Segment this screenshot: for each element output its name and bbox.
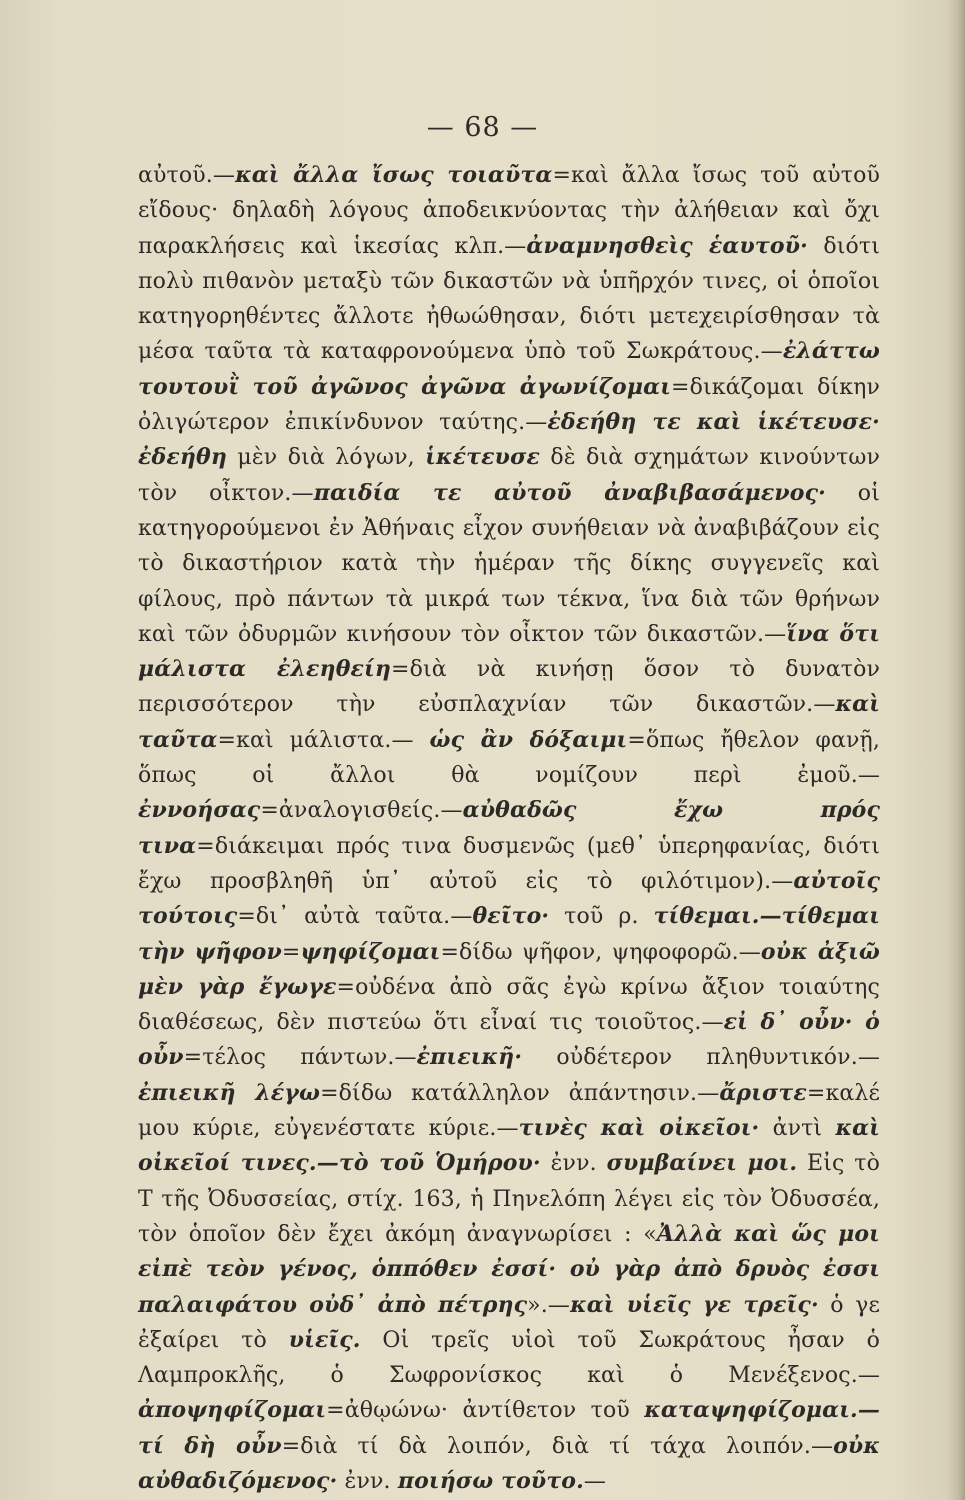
lemma-text: τίθεμαι.—τίθεμαι τὴν ψῆφον: [138, 903, 880, 965]
commentary-segment: =ἀναλογισθείς.—: [260, 798, 463, 824]
lemma-text: καὶ οἰκεῖοί τινες.—τὸ τοῦ Ὁμήρου·: [138, 1115, 880, 1177]
lemma-text: οὐκ αὐθαδιζόμενος·: [138, 1432, 880, 1494]
lemma-text: Ἀλλὰ καὶ ὥς μοι εἰπὲ τεὸν γένος, ὁππόθεν ἐσσί· οὐ γὰρ ἀπὸ δρυὸς ἐσσι παλαιφάτου οὐδ᾽ ἀπὸ πέτρης: [138, 1220, 880, 1318]
lemma-text: ἱκέτευσε: [425, 444, 540, 471]
lemma-text: καταψηφίζομαι.—τί δὴ οὖν: [138, 1397, 880, 1459]
commentary-segment: —: [583, 1468, 607, 1494]
lemma-text: αὐθαδῶς ἔχω πρός τινα: [138, 797, 880, 859]
commentary-segment: =τέλος πάντων.—: [183, 1045, 417, 1071]
commentary-segment: =ὅπως ἤθελον φανῇ, ὅπως οἱ ἄλλοι θὰ νομίζουν περὶ ἐμοῦ.—: [138, 727, 880, 789]
commentary-segment: ἐνν.: [337, 1468, 398, 1494]
lemma-text: ἄριστε: [719, 1079, 807, 1106]
commentary-segment: οὐδέτερον πληθυντικόν.—: [522, 1045, 880, 1071]
commentary-segment: μὲν διὰ λόγων,: [227, 445, 426, 471]
lemma-text: καὶ ἄλλα ἴσως τοιαῦτα: [235, 162, 553, 188]
lemma-text: ἀποψηφίζομαι: [138, 1397, 327, 1424]
lemma-text: ἐπιεικῆ λέγω: [138, 1079, 321, 1106]
lemma-text: θεῖτο·: [472, 903, 550, 930]
page-number: — 68 —: [426, 112, 539, 143]
lemma-text: ὡς ἂν δόξαιμι: [429, 726, 628, 753]
commentary-segment: =δίδω κατάλληλον ἀπάντησιν.—: [320, 1080, 720, 1106]
commentary-segment: ».—: [527, 1292, 571, 1318]
commentary-segment: δὲ διὰ σχημάτων κινούντων τὸν οἶκτον.—: [138, 445, 880, 506]
lemma-text: παιδία τε αὐτοῦ ἀναβιβασάμενος·: [313, 479, 826, 506]
lemma-text: ποιήσω τοῦτο.: [397, 1467, 584, 1494]
lemma-text: ἐννοήσας: [138, 797, 261, 824]
lemma-text: ἵνα ὅτι μάλιστα ἐλεηθείη: [138, 620, 881, 683]
lemma-text: συμβαίνει μοι.: [606, 1150, 798, 1177]
lemma-text: ἐλάττω τουτουῒ τοῦ ἀγῶνος ἀγῶνα ἀγωνίζομαι: [138, 338, 880, 400]
lemma-text: ἀναμνησθεὶς ἑαυτοῦ·: [526, 232, 808, 259]
lemma-text: ψηφίζομαι: [300, 938, 441, 965]
commentary-segment: τοῦ ρ.: [549, 904, 654, 930]
commentary-segment: οἱ κατηγορούμενοι ἐν Ἀθήναις εἶχον συνήθειαν νὰ ἀναβιβάζουν εἰς τὸ δικαστήριον κατὰ τὴν ἡμέραν τῆς δίκης συγγενεῖς καὶ φίλους, πρὸ πάντων τὰ μικρά των τέκνα, ἵνα διὰ τῶν θρήνων καὶ τῶν ὀδυρμῶν κινήσουν τὸν οἶκτον τῶν δικαστῶν.—: [138, 480, 880, 647]
commentary-segment: =δικάζομαι δίκην ὀλιγώτερον ἐπικίνδυνον ταύτης.—: [138, 374, 881, 436]
commentary-segment: αὐτοῦ.—: [138, 163, 236, 188]
commentary-segment: Οἱ τρεῖς υἱοὶ τοῦ Σωκράτους ἦσαν ὁ Λαμπροκλῆς, ὁ Σωφρονίσκος καὶ ὁ Μενέξενος.—: [138, 1327, 881, 1389]
commentary-segment: ὁ γε ἐξαίρει τὸ: [138, 1292, 880, 1353]
commentary-segment: =διὰ νὰ κινήσῃ ὅσον τὸ δυνατὸν περισσότερον τὴν εὐσπλαχνίαν τῶν δικαστῶν.—: [138, 657, 880, 718]
lemma-text: αὐτοῖς τούτοις: [138, 867, 880, 930]
commentary-segment: =καὶ ἄλλα ἴσως τοῦ αὐτοῦ εἴδους· δηλαδὴ λόγους ἀποδεικνύοντας τὴν ἀλήθειαν καὶ ὄχι παρακλήσεις καὶ ἱκεσίας κλπ.—: [138, 163, 880, 259]
commentary-segment: =διάκειμαι πρός τινα δυσμενῶς (μεθ᾽ ὑπερηφανίας, διότι ἔχω προσβληθῆ ὑπ᾽ αὐτοῦ εἰς τὸ φιλότιμον).—: [138, 833, 880, 894]
commentary-segment: =διὰ τί δὰ λοιπόν, διὰ τί τάχα λοιπόν.—: [281, 1433, 834, 1459]
commentary-segment: =ἀθῳώνω· ἀντίθετον τοῦ: [326, 1398, 645, 1424]
commentary-segment: Εἰς τὸ Τ τῆς Ὀδυσσείας, στίχ. 163, ἡ Πηνελόπη λέγει εἰς τὸν Ὀδυσσέα, τὸν ὁποῖον δὲν ἔχει ἀκόμη ἀναγνωρίσει : «: [138, 1151, 880, 1247]
commentary-text: [138, 158, 880, 1499]
page-edge-shadow: [947, 0, 965, 1500]
commentary-segment: =: [281, 939, 301, 965]
commentary-segment: =καὶ μάλιστα.—: [217, 727, 430, 753]
lemma-text: καὶ υἱεῖς γε τρεῖς·: [570, 1291, 819, 1318]
commentary-segment: =καλέ μου κύριε, εὐγενέστατε κύριε.—: [138, 1080, 880, 1142]
commentary-paragraph: [138, 158, 880, 1499]
commentary-segment: ἐνν.: [540, 1151, 607, 1177]
commentary-segment: =δίδω ψῆφον, ψηφοφορῶ.—: [440, 939, 761, 965]
commentary-segment: ἀντὶ: [759, 1116, 836, 1142]
lemma-text: εἰ δ᾽ οὖν· ὁ οὖν: [138, 1009, 880, 1071]
commentary-segment: =δι᾽ αὐτὰ ταῦτα.—: [237, 904, 473, 930]
lemma-text: ἐπιεικῆ·: [416, 1044, 523, 1071]
commentary-segment: =οὐδένα ἀπὸ σᾶς ἐγὼ κρίνω ἄξιον τοιαύτης διαθέσεως, δὲν πιστεύω ὅτι εἶναί τις τοιοῦτος.—: [138, 974, 880, 1036]
lemma-text: ἐδεήθη τε καὶ ἱκέτευσε· ἐδεήθη: [138, 409, 880, 471]
lemma-text: τινὲς καὶ οἰκεῖοι·: [518, 1115, 760, 1142]
lemma-text: καὶ ταῦτα: [138, 691, 880, 753]
commentary-segment: διότι πολὺ πιθανὸν μεταξὺ τῶν δικαστῶν νὰ ὑπῆρχόν τινες, οἱ ὁποῖοι κατηγορηθέντες ἄλλοτε ἠθωώθησαν, διότι μετεχειρίσθησαν τὰ μέσα ταῦτα τὰ καταφρονούμενα ὑπὸ τοῦ Σωκράτους.—: [138, 233, 880, 365]
lemma-text: υἱεῖς.: [288, 1326, 361, 1353]
lemma-text: οὐκ ἀξιῶ μὲν γὰρ ἔγωγε: [138, 938, 880, 1000]
